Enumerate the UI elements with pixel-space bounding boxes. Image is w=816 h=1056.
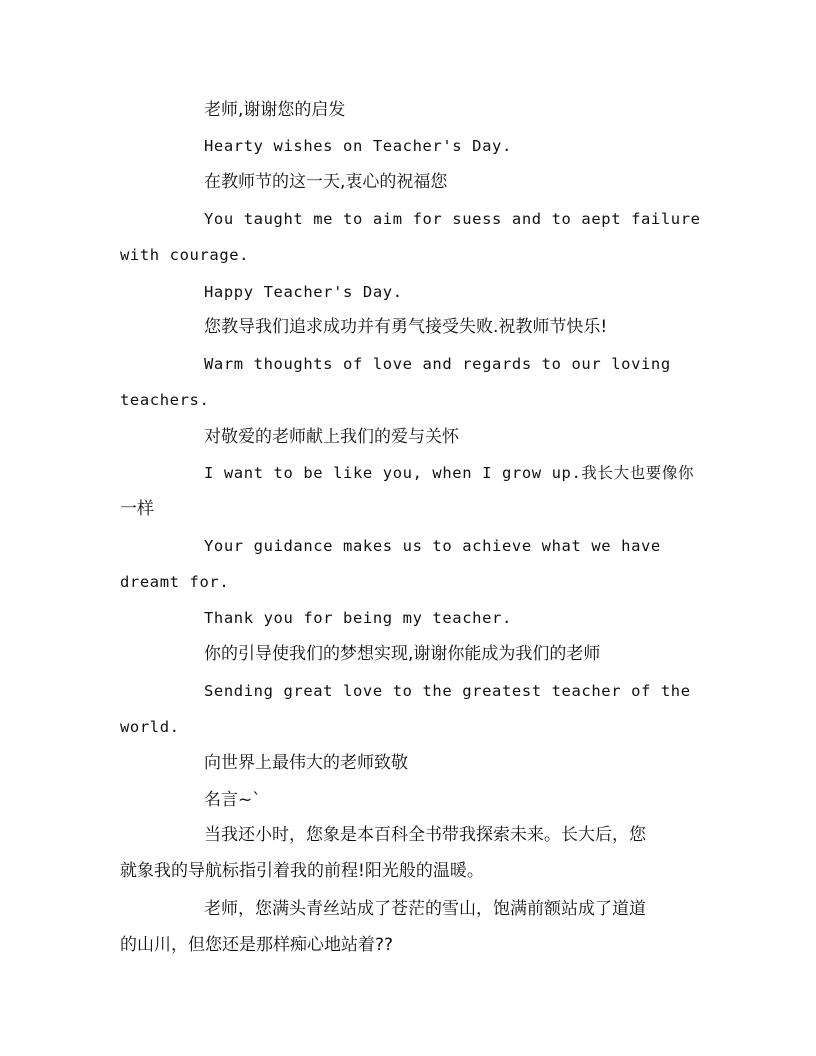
text-line: 老师，您满头青丝站成了苍茫的雪山，饱满前额站成了道道 (204, 899, 646, 919)
text-line: 名言~` (204, 790, 261, 810)
text-line: 一样 (120, 499, 154, 519)
text-line: Hearty wishes on Teacher's Day. (204, 137, 512, 155)
text-line: 老师,谢谢您的启发 (204, 100, 346, 120)
text-line: I want to be like you, when I grow up.我长大也要像你 (204, 464, 695, 482)
text-line: 就象我的导航标指引着我的前程!阳光般的温暖。 (120, 861, 484, 881)
text-line: teachers. (120, 391, 210, 409)
text-line: with courage. (120, 246, 250, 264)
text-line: Warm thoughts of love and regards to our loving (204, 355, 671, 373)
text-line: world. (120, 718, 180, 736)
text-line: 的山川，但您还是那样痴心地站着?? (120, 935, 394, 955)
text-line: 您教导我们追求成功并有勇气接受失败.祝教师节快乐! (204, 317, 608, 337)
text-line: 你的引导使我们的梦想实现,谢谢你能成为我们的老师 (204, 644, 601, 664)
text-line: 在教师节的这一天,衷心的祝福您 (204, 172, 448, 192)
text-line: Your guidance makes us to achieve what we have (204, 537, 661, 555)
text-line: Sending great love to the greatest teacher of the (204, 682, 691, 700)
text-line: 对敬爱的老师献上我们的爱与关怀 (204, 427, 459, 447)
text-line: You taught me to aim for suess and to aept failure (204, 210, 701, 228)
text-line: Thank you for being my teacher. (204, 609, 512, 627)
text-line: 向世界上最伟大的老师致敬 (204, 753, 408, 773)
text-line: 当我还小时，您象是本百科全书带我探索未来。长大后，您 (204, 825, 646, 845)
text-line: Happy Teacher's Day. (204, 283, 403, 301)
text-line: dreamt for. (120, 573, 230, 591)
